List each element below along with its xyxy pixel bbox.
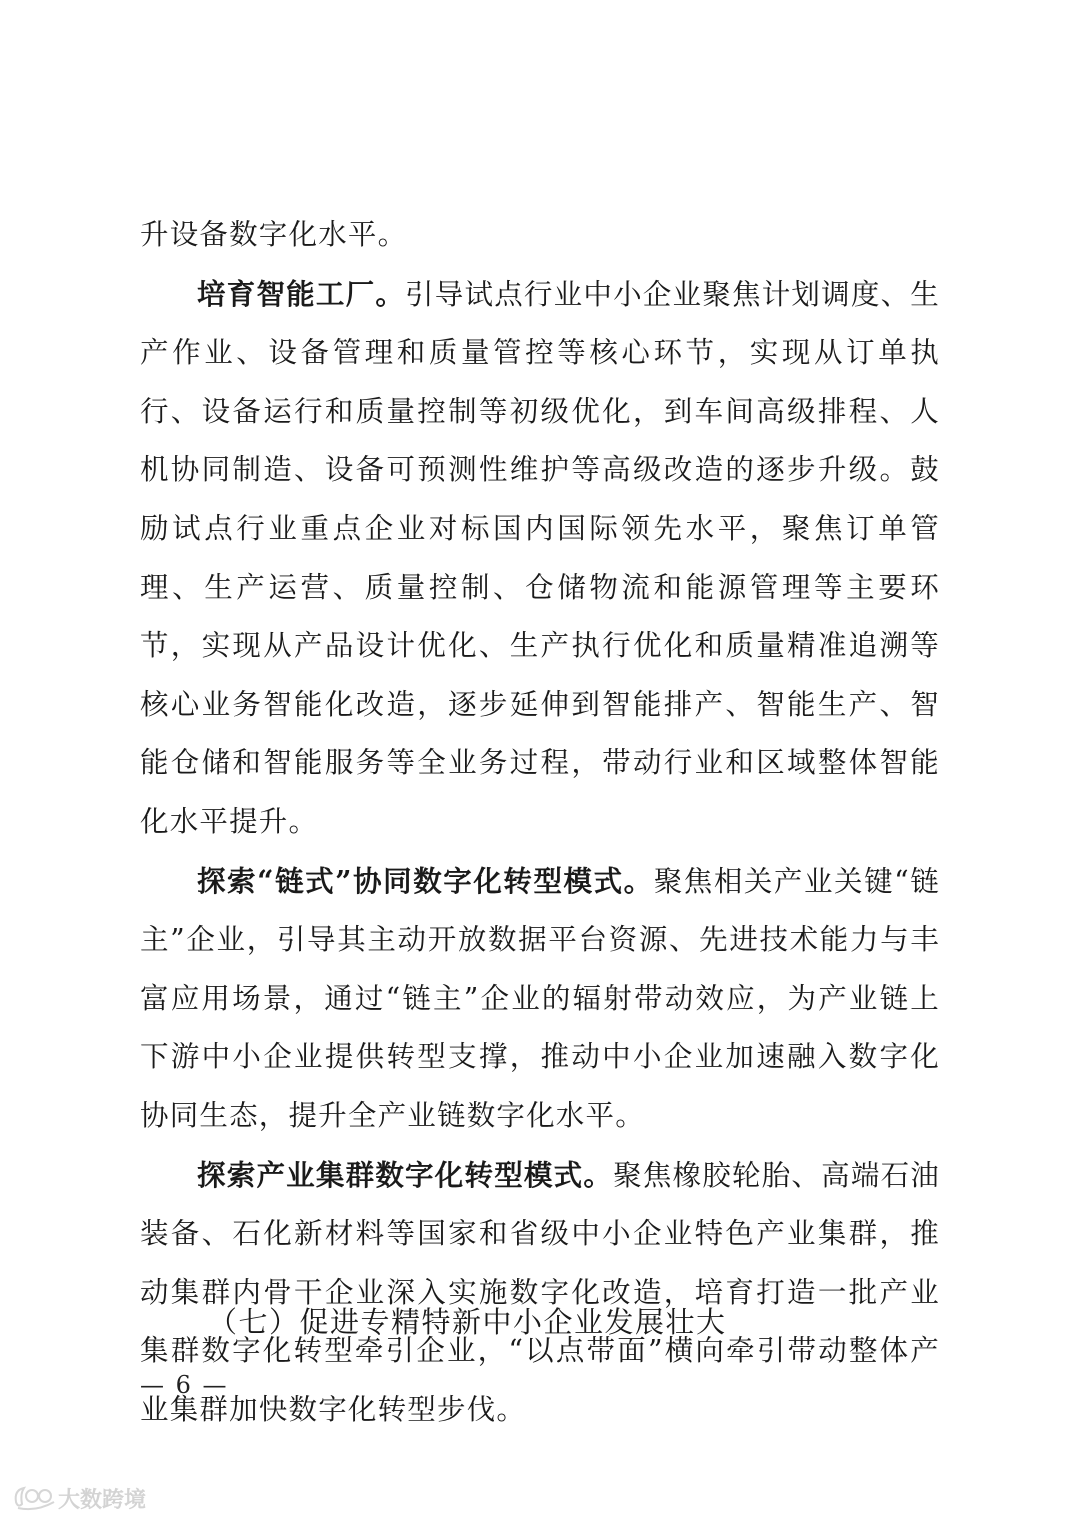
- watermark-text: 大数跨境: [58, 1488, 147, 1513]
- continuation-text: 升设备数字化水平。: [140, 218, 408, 251]
- paragraph-text: 聚焦相关产业关键“链主”企业，引导其主动开放数据平台资源、先进技术能力与丰富应用场景，通过“链主”企业的辐射带动效应，为产业链上下游中小企业提供转型支撑，推动中小企业加速融入数字化协同生态，提升全产业链数字化水平。: [140, 864, 940, 1132]
- paragraph-text: 引导试点行业中小企业聚焦计划调度、生产作业、设备管理和质量管控等核心环节，实现从订单执行、设备运行和质量控制等初级优化，到车间高级排程、人机协同制造、设备可预测性维护等高级改造的逐步升级。鼓励试点行业重点企业对标国内国际领先水平，聚焦订单管理、生产运营、质量控制、仓储物流和能源管理等主要环节，实现从产品设计优化、生产执行优化和质量精准追溯等核心业务智能化改造，逐步延伸到智能排产、智能生产、智能仓储和智能服务等全业务过程，带动行业和区域整体智能化水平提升。: [140, 277, 940, 838]
- paragraph-text: 聚焦橡胶轮胎、高端石油装备、石化新材料等国家和省级中小企业特色产业集群，推动集群内骨干企业深入实施数字化改造，培育打造一批产业集群数字化转型牵引企业，“以点带面”横向牵引带动整体产业集群加快数字化转型步伐。: [140, 1158, 940, 1426]
- paragraph-lead: 探索产业集群数字化转型模式。: [197, 1157, 614, 1192]
- paragraph-lead: 培育智能工厂。: [197, 276, 406, 311]
- paragraph-lead: 探索“链式”协同数字化转型模式。: [197, 863, 654, 898]
- paragraph-smart-factory: [140, 265, 940, 852]
- watermark: [12, 1478, 252, 1518]
- continuation-paragraph: [140, 206, 940, 265]
- watermark-logo-icon: [12, 1480, 162, 1516]
- document-body: [140, 206, 940, 1439]
- paragraph-chain-mode: [140, 852, 940, 1146]
- page-number: — 6 —: [140, 1371, 229, 1399]
- section-heading: （七）促进专精特新中小企业发展壮大: [208, 1305, 727, 1339]
